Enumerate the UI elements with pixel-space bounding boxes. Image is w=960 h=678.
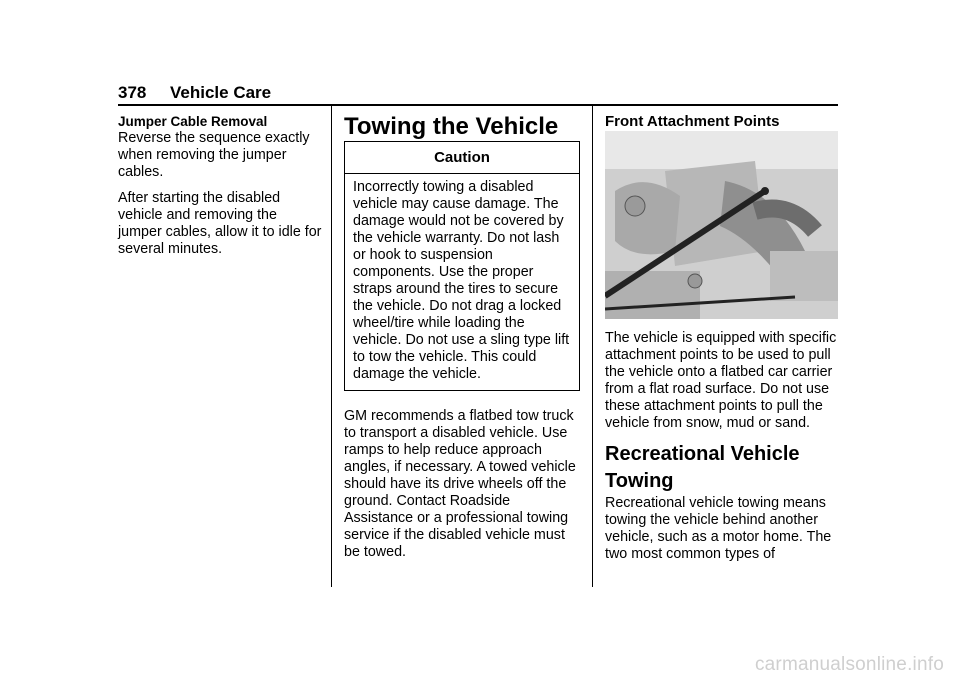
paragraph: Recreational vehicle towing means towing the vehicle behind another vehicle, such as a motor home. The two most common types of — [605, 495, 832, 562]
page-header — [118, 83, 838, 105]
middle-column — [344, 113, 580, 561]
left-column — [118, 113, 323, 258]
caution-text: Incorrectly towing a disabled vehicle may cause damage. The damage would not be covered by the vehicle warranty. Do not lash or hook to suspension components. Use the proper straps around the tires to secure the vehicle. Do not drag a locked wheel/tire while loading the vehicle. Do not use a sling type lift to tow the vehicle. This could damage the vehicle. — [353, 179, 570, 382]
right-column — [605, 113, 838, 563]
towing-heading: Towing the Vehicle — [344, 113, 559, 140]
front-attachment-heading: Front Attachment Points — [605, 113, 780, 130]
recreational-towing-heading: Recreational Vehicle Towing — [605, 443, 800, 492]
paragraph: The vehicle is equipped with specific attachment points to be used to pull the vehicle onto a flatbed car carrier from a flat road surface. Do not use these attachment points to pull the vehicle from snow, mud or sand. — [605, 330, 837, 431]
column-divider — [331, 106, 332, 587]
jumper-cable-removal-heading: Jumper Cable Removal — [118, 114, 268, 129]
paragraph: Reverse the sequence exactly when removing the jumper cables. — [118, 130, 310, 180]
column-divider — [592, 106, 593, 587]
header-rule — [118, 104, 838, 106]
caution-title: Caution — [345, 142, 579, 174]
caution-box — [344, 141, 580, 391]
attachment-points-illustration — [605, 131, 838, 319]
paragraph: GM recommends a flatbed tow truck to transport a disabled vehicle. Use ramps to help reduce approach angles, if necessary. A towed vehicle should have its drive wheels off the ground. Contact Roadside Assistance or a professional towing service if the disabled vehicle must be towed. — [344, 408, 576, 560]
watermark: carmanualsonline.info — [754, 654, 944, 675]
page-number: 378 — [118, 83, 147, 102]
section-title: Vehicle Care — [170, 83, 272, 102]
paragraph: After starting the disabled vehicle and removing the jumper cables, allow it to idle for several minutes. — [118, 190, 322, 257]
